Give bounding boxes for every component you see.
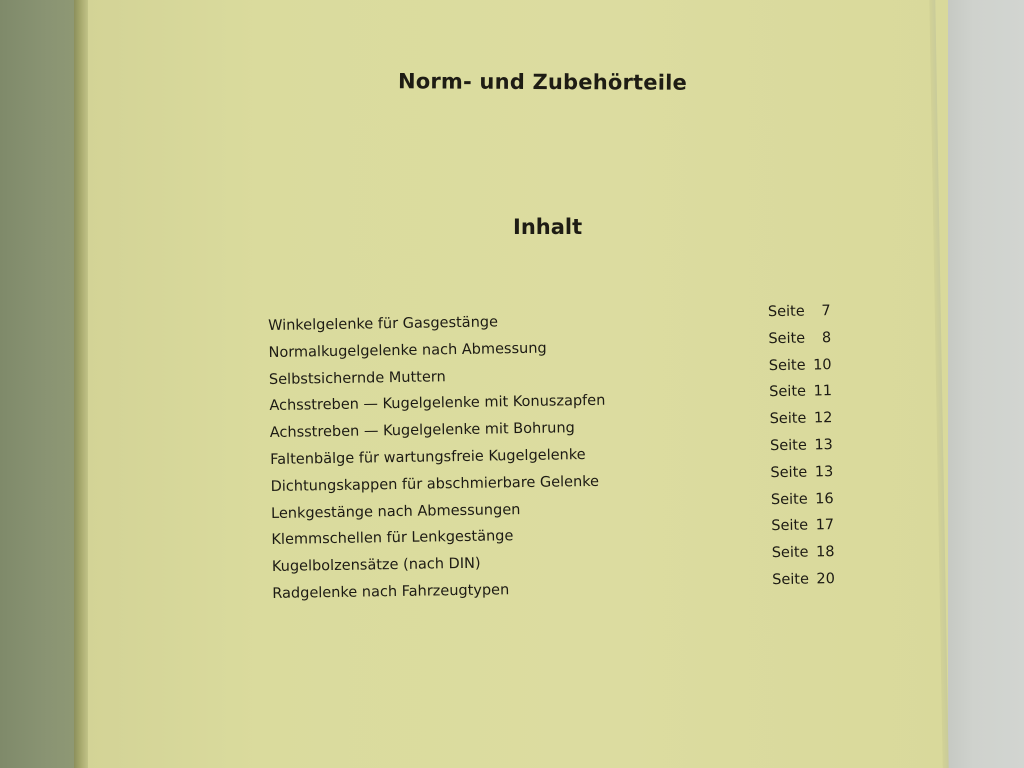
toc-entry-page: Seite 17 [771,517,835,535]
book-gutter [74,0,88,768]
toc-entry-title: Achsstreben — Kugelgelenke mit Bohrung [269,420,575,442]
toc-entry-page: Seite 7 [767,303,831,321]
toc-entry-page: Seite 10 [768,356,832,374]
toc-entry-title: Radgelenke nach Fahrzeugtypen [272,582,510,602]
toc-entry-page: Seite 18 [771,544,835,562]
page-title: Norm- und Zubehörteile [397,69,688,95]
toc-entry-title: Dichtungskappen für abschmierbare Gelenke [270,473,600,495]
toc-entry-page: Seite 16 [770,490,834,508]
background-surface [940,0,1024,768]
toc-entry-title: Normalkugelgelenke nach Abmessung [268,340,547,361]
table-of-contents [268,303,853,613]
toc-entry-page: Seite 13 [769,437,833,455]
left-page-edge [0,0,80,768]
toc-entry-page: Seite 13 [770,463,834,481]
toc-entry-title: Selbstsichernde Muttern [268,368,446,388]
toc-entry-title: Achsstreben — Kugelgelenke mit Konuszapfen [269,393,606,415]
toc-heading: Inhalt [513,215,583,239]
toc-entry-page: Seite 20 [772,571,836,589]
toc-entry-page: Seite 8 [768,329,832,347]
toc-entry-title: Klemmschellen für Lenkgestänge [271,528,514,549]
toc-entry-page: Seite 11 [769,383,833,401]
toc-entry-title: Kugelbolzensätze (nach DIN) [271,555,481,576]
toc-entry-page: Seite 12 [769,410,833,428]
toc-entry-title: Faltenbälge für wartungsfreie Kugelgelenke [270,447,586,468]
toc-entry-title: Winkelgelenke für Gasgestänge [268,314,499,334]
toc-entry-title: Lenkgestänge nach Abmessungen [270,501,521,522]
